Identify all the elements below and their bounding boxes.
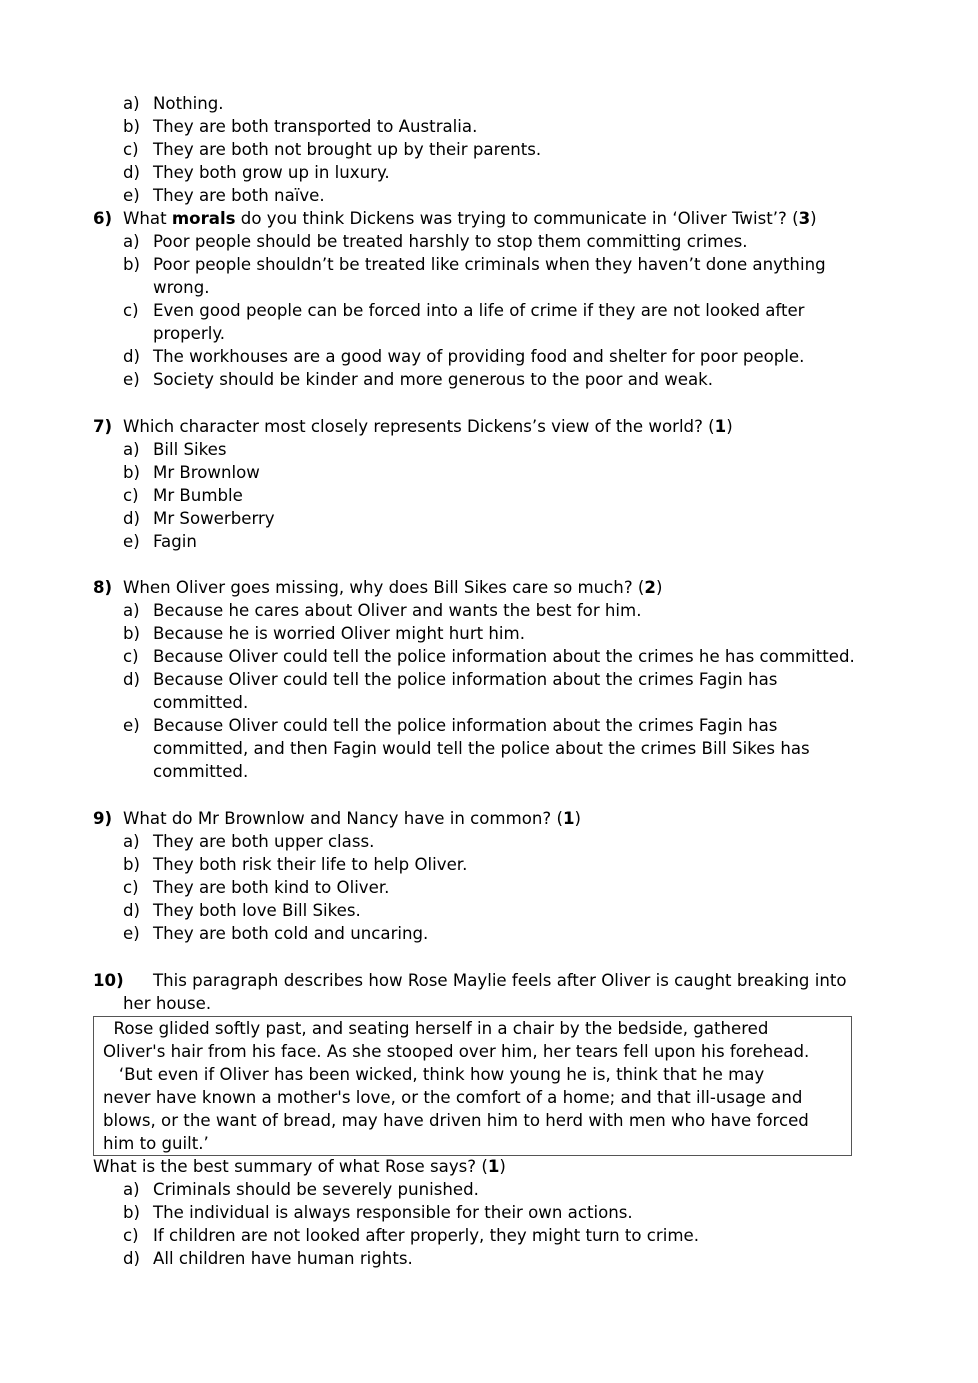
- question-text: What do Mr Brownlow and Nancy have in common? (1): [123, 809, 582, 828]
- quote-line: never have known a mother's love, or the comfort of a home; and that ill-usage and: [103, 1088, 803, 1107]
- question-number: 9): [93, 809, 113, 828]
- question-text: What morals do you think Dickens was trying to communicate in ‘Oliver Twist’? (3): [123, 209, 817, 228]
- question-number: 10): [93, 971, 124, 990]
- question-text: When Oliver goes missing, why does Bill Sikes care so much? (2): [123, 578, 663, 597]
- question-prompt: What is the best summary of what Rose says? (1): [93, 1157, 506, 1176]
- worksheet-page: a) Nothing. b) They are both transported to Australia. c) They are both not brought up by their parents. d) They both grow up in luxury. e) They are both naïve. 6) What morals do you think Dickens was trying to communicate in ‘Oliver Twist’? (3) a) Poor people should be treated harshly to stop them committing crimes. b) Poor people shouldn’t be treated like criminals when they haven’t done anything wrong. c) Even good people can be forced into a life of crime if they are not looked after properly. d) The workhouses are a good way of providing food and shelter for poor people. e) Society should be kinder and more generous to the poor and weak. 7) Which character most closely represents Dickens’s view of the world? (1) a) Bill Sikes b) Mr Brownlow c) Mr Bumble d) Mr Sowerberry e) Fagin 8) When Oliver goes missing, why does Bill Sikes care so much? (2) a) Because he cares about Oliver and wants the best for him. b) Because he is worried Oliver might hurt him. c) Because Oliver could tell the police information about the crimes he has committed. d) Because Oliver could tell the police information about the crimes Fagin has committed. e) Because Oliver could tell the police information about the crimes Fagin has committed, and then Fagin would tell the police about the crimes Bill Sikes has committed. 9) What do Mr Brownlow and Nancy have in common? (1) a) They are both upper class. b) They both risk their life to help Oliver. c) They are both kind to Oliver. d) They both love Bill Sikes. e) They are both cold and uncaring. 10) This paragraph describes how Rose Maylie feels after Oliver is caught breaking into her house. Rose glided softly past, and seating herself in a chair by the bedside, gathered Oliver's hair from his face. As she stooped over him, her tears fell upon his forehead. ‘But even if Oliver has been wicked, think how young he is, think that he may never have known a mother's love, or the comfort of a home; and that ill-usage and blows, or the want of bread, may have driven him to herd with men who have forced him to guilt.’ What is the best summary of what Rose says? (1) a) Criminals should be severely punished. b) The individual is always responsible for their own actions. c) If children are not looked after properly, they might turn to crime. d) All children have human rights.: [93, 94, 855, 1268]
- quote-line: Oliver's hair from his face. As she stooped over him, her tears fell upon his forehead.: [103, 1042, 810, 1061]
- question-number: 7): [93, 417, 113, 436]
- quote-line: blows, or the want of bread, may have driven him to herd with men who have forced: [103, 1111, 809, 1130]
- question-number: 8): [93, 578, 113, 597]
- question-text: Which character most closely represents Dickens’s view of the world? (1): [123, 417, 733, 436]
- quote-line: ‘But even if Oliver has been wicked, think how young he is, think that he may: [103, 1065, 765, 1084]
- quote-line: Rose glided softly past, and seating herself in a chair by the bedside, gathered: [103, 1019, 769, 1038]
- quotation-box: [93, 1016, 852, 1156]
- question-text: This paragraph describes how Rose Maylie feels after Oliver is caught breaking into: [153, 971, 847, 990]
- quote-line: him to guilt.’: [103, 1134, 209, 1153]
- question-number: 6): [93, 209, 113, 228]
